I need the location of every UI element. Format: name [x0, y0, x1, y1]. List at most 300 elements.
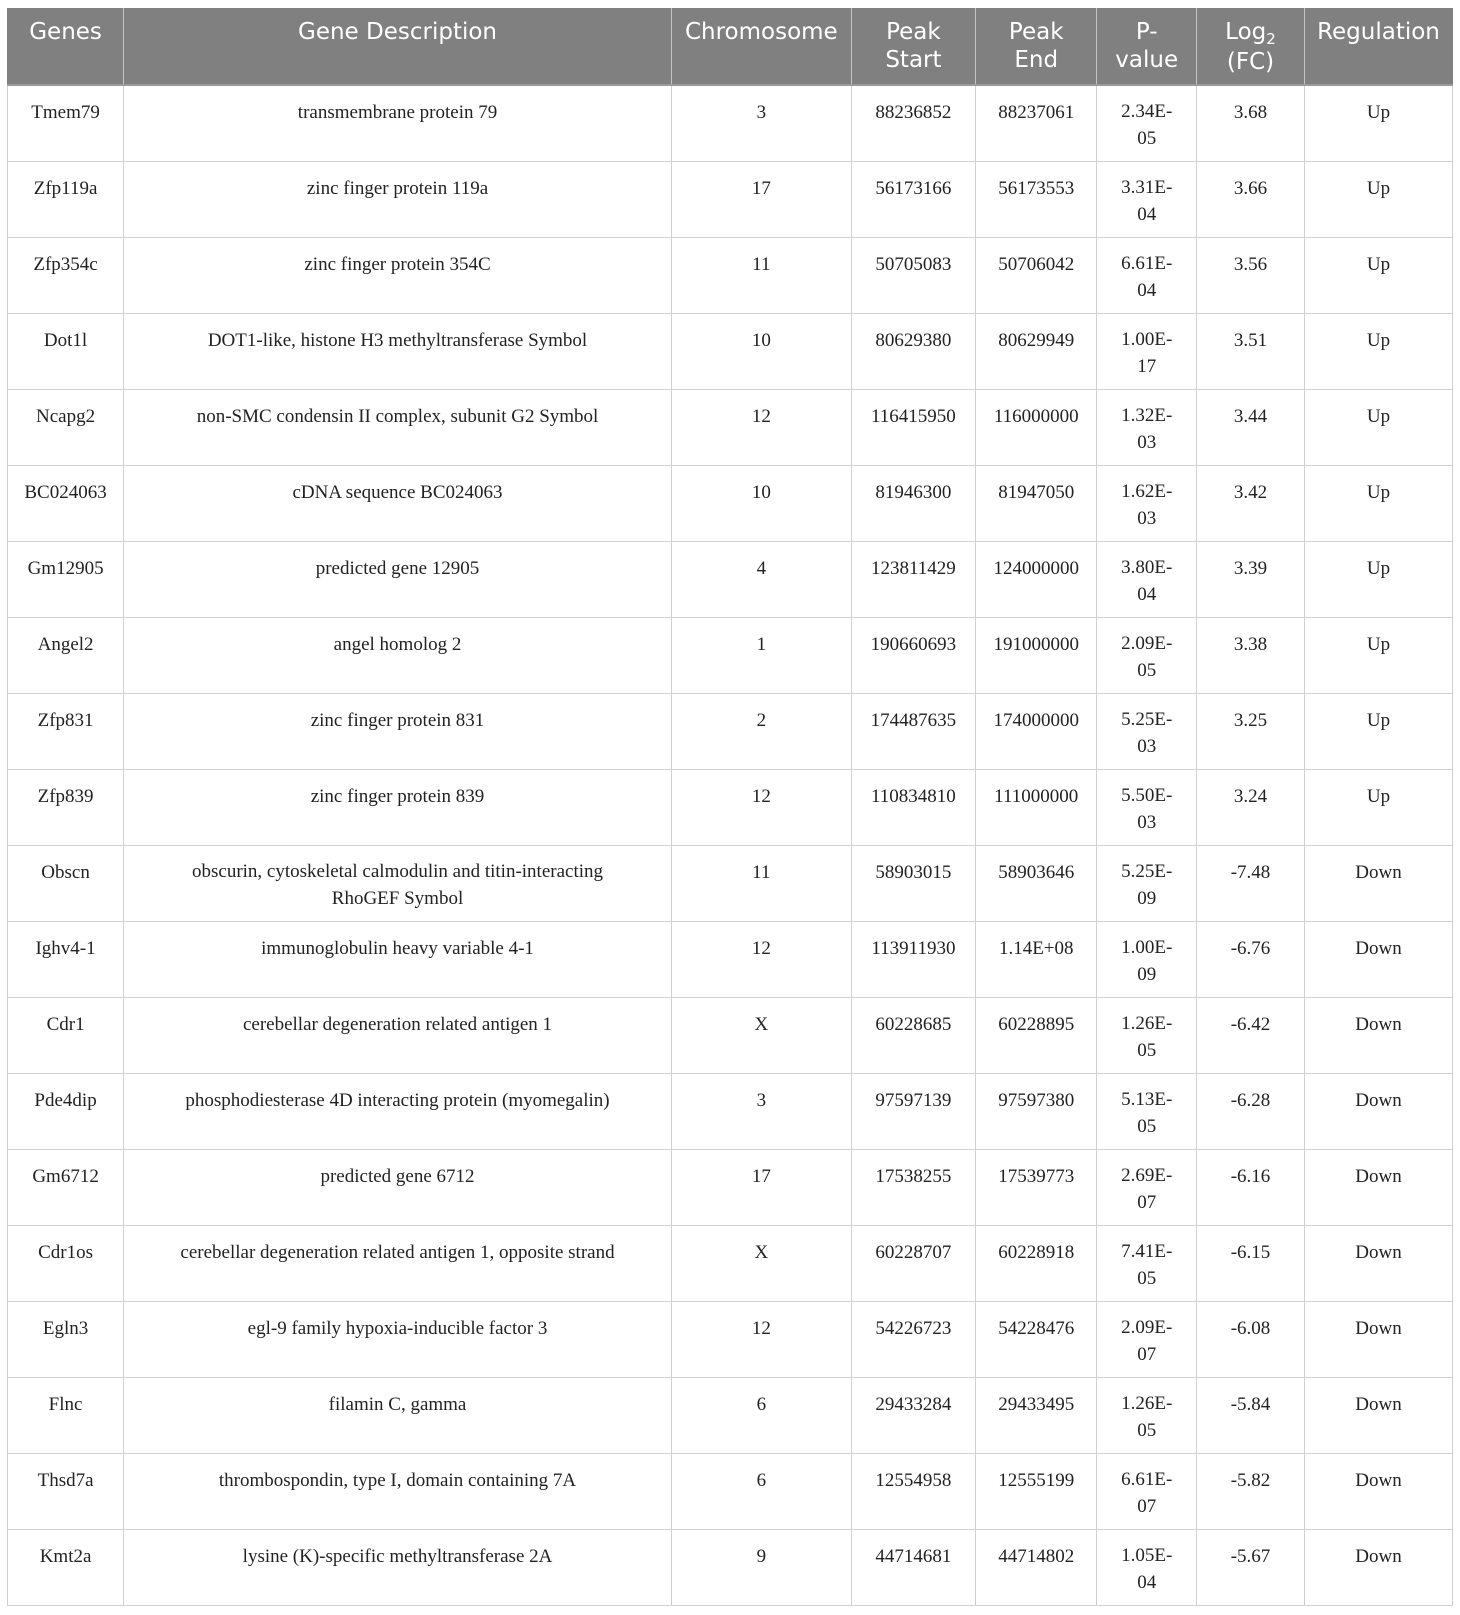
pvalue-mantissa: 1.05E- — [1121, 1544, 1173, 1566]
gene-description-line2: RhoGEF Symbol — [331, 887, 464, 909]
cell-gene — [8, 1149, 124, 1225]
pvalue-mantissa: 2.09E- — [1121, 1316, 1173, 1338]
cell-regulation — [1304, 769, 1452, 845]
cell-regulation — [1304, 85, 1452, 161]
cell-peak-start — [851, 769, 975, 845]
log2-fold-change: 3.24 — [1233, 785, 1268, 807]
peak-start: 44714681 — [875, 1545, 952, 1567]
pvalue-exponent: 05 — [1137, 1419, 1157, 1441]
cell-regulation — [1304, 1453, 1452, 1529]
pvalue-exponent: 04 — [1137, 203, 1157, 225]
cell-peak-start — [851, 1301, 975, 1377]
peak-end: 80629949 — [998, 329, 1075, 351]
cell-regulation — [1304, 1149, 1452, 1225]
gene-symbol: Gm6712 — [32, 1165, 99, 1187]
peak-end: 191000000 — [993, 633, 1079, 655]
cell-peak-end — [976, 1453, 1097, 1529]
cell-log2fc — [1197, 693, 1305, 769]
gene-symbol: Egln3 — [42, 1317, 89, 1339]
pvalue-mantissa: 1.62E- — [1121, 480, 1173, 502]
peak-end: 97597380 — [998, 1089, 1075, 1111]
peak-start: 190660693 — [870, 633, 957, 655]
cell-peak-end — [976, 161, 1097, 237]
cell-peak-end — [976, 541, 1097, 617]
chromosome: 4 — [756, 557, 767, 579]
peak-end: 174000000 — [993, 709, 1079, 731]
pvalue-exponent: 05 — [1137, 1039, 1157, 1061]
gene-symbol: Pde4dip — [34, 1089, 97, 1111]
table-row — [8, 921, 1453, 997]
cell-pvalue — [1097, 389, 1197, 465]
header-chromosome[interactable]: Chromosome — [671, 8, 851, 85]
cell-chromosome — [671, 541, 851, 617]
chromosome: 6 — [756, 1393, 767, 1415]
regulation: Up — [1366, 481, 1391, 503]
cell-description — [124, 1377, 672, 1453]
cell-description — [124, 921, 672, 997]
header-description[interactable]: Gene Description — [124, 8, 672, 85]
chromosome: 3 — [756, 102, 767, 123]
peak-end: 1.14E+08 — [998, 937, 1074, 959]
log2-fold-change: 3.25 — [1233, 709, 1268, 731]
peak-end: 17539773 — [998, 1165, 1075, 1187]
cell-description — [124, 389, 672, 465]
cell-regulation — [1304, 1225, 1452, 1301]
peak-start: 110834810 — [871, 785, 956, 807]
cell-description — [124, 769, 672, 845]
cell-chromosome — [671, 313, 851, 389]
log2-fold-change: 3.56 — [1233, 253, 1268, 275]
gene-description: cerebellar degeneration related antigen 1, opposite strand — [180, 1241, 615, 1263]
cell-description — [124, 1225, 672, 1301]
header-peak-start[interactable]: Peak Start — [851, 8, 975, 85]
cell-log2fc — [1197, 769, 1305, 845]
regulation: Up — [1366, 102, 1391, 123]
log2-fold-change: 3.66 — [1233, 177, 1268, 199]
gene-symbol: Cdr1os — [38, 1241, 94, 1263]
cell-chromosome — [671, 921, 851, 997]
gene-description: angel homolog 2 — [333, 633, 462, 655]
table-row — [8, 237, 1453, 313]
cell-chromosome — [671, 389, 851, 465]
gene-description: obscurin, cytoskeletal calmodulin and titin-interacting — [192, 860, 604, 882]
gene-symbol: Zfp354c — [33, 253, 98, 275]
cell-log2fc — [1197, 997, 1305, 1073]
log2-fold-change: -6.08 — [1230, 1317, 1271, 1339]
peak-start: 97597139 — [875, 1089, 952, 1111]
cell-peak-start — [851, 997, 975, 1073]
log2-fold-change: -7.48 — [1230, 861, 1271, 883]
table-row — [8, 1073, 1453, 1149]
cell-peak-start — [851, 389, 975, 465]
regulation: Up — [1366, 557, 1391, 579]
chromosome: 12 — [751, 937, 771, 959]
cell-regulation — [1304, 541, 1452, 617]
gene-description: phosphodiesterase 4D interacting protein (myomegalin) — [185, 1089, 610, 1111]
cell-gene — [8, 389, 124, 465]
peak-start: 88236852 — [875, 102, 952, 123]
cell-description — [124, 1453, 672, 1529]
cell-regulation — [1304, 313, 1452, 389]
gene-symbol: Angel2 — [37, 633, 94, 655]
gene-symbol: Cdr1 — [46, 1013, 85, 1035]
cell-pvalue — [1097, 693, 1197, 769]
cell-peak-start — [851, 845, 975, 921]
gene-description: zinc finger protein 831 — [310, 709, 485, 731]
gene-description: predicted gene 6712 — [320, 1165, 475, 1187]
gene-symbol: Tmem79 — [31, 102, 100, 123]
pvalue-mantissa: 5.50E- — [1121, 784, 1173, 806]
cell-log2fc — [1197, 1453, 1305, 1529]
cell-pvalue — [1097, 85, 1197, 161]
cell-pvalue — [1097, 1453, 1197, 1529]
cell-description — [124, 541, 672, 617]
regulation: Up — [1366, 329, 1391, 351]
cell-gene — [8, 1453, 124, 1529]
gene-symbol: Thsd7a — [37, 1469, 94, 1491]
cell-description — [124, 313, 672, 389]
cell-chromosome — [671, 1073, 851, 1149]
cell-peak-start — [851, 1453, 975, 1529]
pvalue-mantissa: 2.34E- — [1121, 101, 1173, 122]
cell-gene — [8, 465, 124, 541]
pvalue-mantissa: 1.32E- — [1121, 404, 1173, 426]
cell-peak-start — [851, 693, 975, 769]
cell-log2fc — [1197, 85, 1305, 161]
chromosome: 12 — [751, 785, 771, 807]
gene-description: zinc finger protein 839 — [310, 785, 485, 807]
cell-pvalue — [1097, 313, 1197, 389]
log2-fold-change: -5.82 — [1230, 1469, 1271, 1491]
log2-fold-change: 3.51 — [1233, 329, 1268, 351]
log2-fold-change: 3.68 — [1233, 102, 1268, 123]
cell-chromosome — [671, 1225, 851, 1301]
cell-peak-start — [851, 1225, 975, 1301]
cell-pvalue — [1097, 1301, 1197, 1377]
cell-log2fc — [1197, 313, 1305, 389]
gene-description: immunoglobulin heavy variable 4-1 — [261, 937, 534, 959]
cell-log2fc — [1197, 1149, 1305, 1225]
cell-peak-end — [976, 1149, 1097, 1225]
peak-end: 124000000 — [993, 557, 1079, 579]
cell-regulation — [1304, 845, 1452, 921]
table-row — [8, 769, 1453, 845]
cell-log2fc — [1197, 541, 1305, 617]
chromosome: 17 — [751, 1165, 771, 1187]
gene-symbol: Gm12905 — [27, 557, 104, 579]
table-row — [8, 541, 1453, 617]
table-row — [8, 693, 1453, 769]
cell-gene — [8, 1301, 124, 1377]
cell-gene — [8, 1073, 124, 1149]
cell-regulation — [1304, 921, 1452, 997]
cell-gene — [8, 541, 124, 617]
gene-description: DOT1-like, histone H3 methyltransferase Symbol — [207, 329, 588, 351]
gene-symbol: Zfp831 — [37, 709, 94, 731]
regulation: Down — [1355, 1545, 1402, 1567]
pvalue-mantissa: 1.26E- — [1121, 1012, 1173, 1034]
chromosome: 11 — [752, 861, 771, 883]
table-row — [8, 1149, 1453, 1225]
peak-end: 58903646 — [998, 861, 1075, 883]
cell-peak-end — [976, 465, 1097, 541]
cell-chromosome — [671, 845, 851, 921]
cell-log2fc — [1197, 161, 1305, 237]
pvalue-exponent: 17 — [1137, 355, 1157, 377]
chromosome: 10 — [751, 329, 771, 351]
cell-chromosome — [671, 465, 851, 541]
cell-peak-end — [976, 85, 1097, 161]
cell-regulation — [1304, 997, 1452, 1073]
cell-gene — [8, 1377, 124, 1453]
gene-table — [7, 8, 1453, 1606]
gene-symbol: Ncapg2 — [36, 405, 96, 427]
peak-end: 81947050 — [998, 481, 1075, 503]
cell-gene — [8, 1529, 124, 1605]
chromosome: 1 — [756, 633, 767, 655]
cell-gene — [8, 693, 124, 769]
peak-start: 123811429 — [871, 557, 956, 579]
peak-start: 60228685 — [875, 1013, 952, 1035]
cell-description — [124, 85, 672, 161]
pvalue-exponent: 03 — [1137, 811, 1157, 833]
pvalue-mantissa: 1.00E- — [1121, 328, 1173, 350]
peak-end: 88237061 — [998, 102, 1075, 123]
pvalue-exponent: 05 — [1137, 128, 1157, 149]
cell-pvalue — [1097, 1377, 1197, 1453]
pvalue-mantissa: 3.31E- — [1121, 176, 1173, 198]
cell-pvalue — [1097, 1073, 1197, 1149]
peak-start: 12554958 — [875, 1469, 952, 1491]
cell-pvalue — [1097, 769, 1197, 845]
log2-fold-change: -6.15 — [1230, 1241, 1271, 1263]
table-body — [8, 85, 1453, 1605]
cell-pvalue — [1097, 997, 1197, 1073]
cell-chromosome — [671, 1377, 851, 1453]
log2-fold-change: 3.39 — [1233, 557, 1268, 579]
cell-log2fc — [1197, 921, 1305, 997]
cell-peak-start — [851, 237, 975, 313]
gene-symbol: BC024063 — [24, 481, 107, 503]
peak-end: 111000000 — [994, 785, 1079, 807]
header-regulation[interactable]: Regulation — [1304, 8, 1452, 85]
gene-symbol: Zfp119a — [33, 177, 98, 199]
cell-regulation — [1304, 389, 1452, 465]
pvalue-exponent: 04 — [1137, 279, 1157, 301]
regulation: Down — [1355, 1393, 1402, 1415]
cell-peak-start — [851, 1073, 975, 1149]
cell-gene — [8, 313, 124, 389]
regulation: Down — [1355, 1317, 1402, 1339]
cell-peak-start — [851, 85, 975, 161]
gene-description: thrombospondin, type I, domain containing 7A — [218, 1469, 577, 1491]
cell-pvalue — [1097, 1149, 1197, 1225]
cell-chromosome — [671, 1149, 851, 1225]
pvalue-exponent: 04 — [1137, 1571, 1157, 1593]
gene-description: cDNA sequence BC024063 — [292, 481, 503, 503]
cell-log2fc — [1197, 1377, 1305, 1453]
gene-symbol: Obscn — [41, 861, 90, 883]
cell-pvalue — [1097, 921, 1197, 997]
cell-peak-start — [851, 617, 975, 693]
peak-end: 56173553 — [998, 177, 1075, 199]
pvalue-mantissa: 3.80E- — [1121, 556, 1173, 578]
gene-description: zinc finger protein 119a — [306, 177, 489, 199]
gene-description: lysine (K)-specific methyltransferase 2A — [242, 1545, 553, 1567]
log2-fold-change: 3.44 — [1233, 405, 1268, 427]
cell-description — [124, 997, 672, 1073]
peak-end: 29433495 — [998, 1393, 1075, 1415]
table-row — [8, 1453, 1453, 1529]
cell-peak-end — [976, 1073, 1097, 1149]
cell-peak-start — [851, 313, 975, 389]
cell-peak-end — [976, 1529, 1097, 1605]
pvalue-mantissa: 1.26E- — [1121, 1392, 1173, 1414]
log2-fold-change: 3.42 — [1233, 481, 1268, 503]
pvalue-exponent: 05 — [1137, 659, 1157, 681]
cell-gene — [8, 769, 124, 845]
peak-start: 174487635 — [870, 709, 957, 731]
cell-peak-end — [976, 693, 1097, 769]
cell-chromosome — [671, 1453, 851, 1529]
peak-start: 113911930 — [871, 937, 956, 959]
cell-description — [124, 617, 672, 693]
peak-end: 50706042 — [998, 253, 1075, 275]
regulation: Up — [1366, 405, 1391, 427]
cell-peak-start — [851, 465, 975, 541]
chromosome: 6 — [756, 1469, 767, 1491]
cell-peak-end — [976, 845, 1097, 921]
pvalue-exponent: 03 — [1137, 507, 1157, 529]
cell-regulation — [1304, 1073, 1452, 1149]
gene-description: predicted gene 12905 — [315, 557, 480, 579]
chromosome: X — [754, 1241, 769, 1263]
regulation: Up — [1366, 253, 1391, 275]
cell-regulation — [1304, 1529, 1452, 1605]
gene-description: filamin C, gamma — [328, 1393, 467, 1415]
cell-chromosome — [671, 1529, 851, 1605]
table-row — [8, 85, 1453, 161]
peak-start: 60228707 — [875, 1241, 952, 1263]
cell-description — [124, 845, 672, 921]
regulation: Down — [1355, 1241, 1402, 1263]
cell-log2fc — [1197, 1529, 1305, 1605]
pvalue-mantissa: 5.25E- — [1121, 860, 1173, 882]
cell-log2fc — [1197, 845, 1305, 921]
pvalue-mantissa: 5.13E- — [1121, 1088, 1173, 1110]
peak-start: 56173166 — [875, 177, 952, 199]
pvalue-exponent: 07 — [1137, 1191, 1157, 1213]
cell-peak-start — [851, 1149, 975, 1225]
pvalue-exponent: 07 — [1137, 1495, 1157, 1517]
cell-pvalue — [1097, 1225, 1197, 1301]
cell-regulation — [1304, 693, 1452, 769]
pvalue-mantissa: 2.69E- — [1121, 1164, 1173, 1186]
cell-gene — [8, 617, 124, 693]
peak-start: 80629380 — [875, 329, 952, 351]
regulation: Up — [1366, 709, 1391, 731]
cell-pvalue — [1097, 845, 1197, 921]
gene-symbol: Dot1l — [43, 329, 88, 351]
log2-fold-change: -6.76 — [1230, 937, 1271, 959]
table-row — [8, 1301, 1453, 1377]
cell-peak-end — [976, 1301, 1097, 1377]
cell-peak-start — [851, 921, 975, 997]
gene-description: zinc finger protein 354C — [304, 253, 491, 275]
pvalue-exponent: 04 — [1137, 583, 1157, 605]
cell-chromosome — [671, 997, 851, 1073]
chromosome: 12 — [751, 1317, 771, 1339]
table-row — [8, 313, 1453, 389]
pvalue-exponent: 03 — [1137, 431, 1157, 453]
gene-description: egl-9 family hypoxia-inducible factor 3 — [247, 1317, 548, 1339]
gene-description: transmembrane protein 79 — [297, 102, 498, 123]
pvalue-exponent: 03 — [1137, 735, 1157, 757]
cell-log2fc — [1197, 1301, 1305, 1377]
header-pvalue[interactable]: P- value — [1097, 8, 1197, 85]
cell-pvalue — [1097, 617, 1197, 693]
cell-gene — [8, 85, 124, 161]
gene-symbol: Kmt2a — [39, 1545, 92, 1567]
cell-description — [124, 1073, 672, 1149]
pvalue-mantissa: 7.41E- — [1121, 1240, 1173, 1262]
table-row — [8, 1225, 1453, 1301]
regulation: Down — [1355, 1013, 1402, 1035]
cell-description — [124, 161, 672, 237]
header-log2fc[interactable]: Log$_2$ (FC) — [1197, 8, 1305, 85]
cell-peak-end — [976, 921, 1097, 997]
peak-start: 81946300 — [875, 481, 952, 503]
cell-regulation — [1304, 465, 1452, 541]
cell-chromosome — [671, 161, 851, 237]
regulation: Down — [1355, 1089, 1402, 1111]
gene-symbol: Zfp839 — [37, 785, 94, 807]
cell-pvalue — [1097, 541, 1197, 617]
peak-start: 54226723 — [875, 1317, 952, 1339]
cell-log2fc — [1197, 617, 1305, 693]
chromosome: 10 — [751, 481, 771, 503]
chromosome: X — [754, 1013, 769, 1035]
chromosome: 9 — [756, 1545, 767, 1567]
chromosome: 17 — [751, 177, 771, 199]
chromosome: 12 — [751, 405, 771, 427]
cell-pvalue — [1097, 237, 1197, 313]
table-row — [8, 845, 1453, 921]
cell-regulation — [1304, 161, 1452, 237]
header-peak-end[interactable]: Peak End — [976, 8, 1097, 85]
table-row — [8, 389, 1453, 465]
log2-fold-change: -5.84 — [1230, 1393, 1271, 1415]
pvalue-mantissa: 6.61E- — [1121, 1468, 1173, 1490]
peak-end: 12555199 — [998, 1469, 1075, 1491]
cell-chromosome — [671, 237, 851, 313]
cell-chromosome — [671, 617, 851, 693]
cell-log2fc — [1197, 1225, 1305, 1301]
pvalue-mantissa: 2.09E- — [1121, 632, 1173, 654]
cell-gene — [8, 237, 124, 313]
peak-end: 54228476 — [998, 1317, 1075, 1339]
cell-pvalue — [1097, 465, 1197, 541]
chromosome: 11 — [752, 253, 771, 275]
peak-end: 44714802 — [998, 1545, 1075, 1567]
cell-peak-end — [976, 1377, 1097, 1453]
peak-start: 58903015 — [875, 861, 952, 883]
gene-symbol: Flnc — [48, 1393, 83, 1415]
table-row — [8, 1377, 1453, 1453]
cell-description — [124, 465, 672, 541]
cell-peak-end — [976, 237, 1097, 313]
header-genes[interactable]: Genes — [8, 8, 124, 85]
